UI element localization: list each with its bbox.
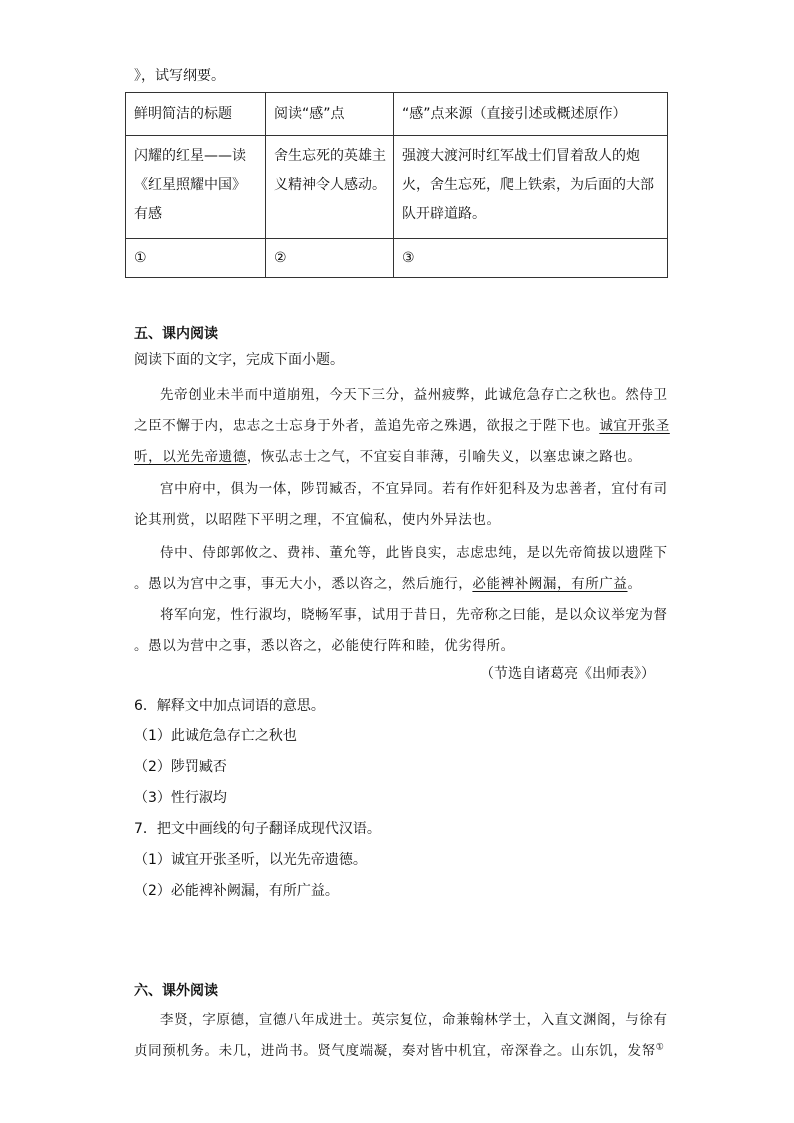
underlined-sentence: 必能裨补阙漏，有所广益 bbox=[472, 576, 628, 592]
passage-text: 之臣不懈于内，忠志之士忘身于外者，盖追先帝之殊遇，欲报之于陛下也。 bbox=[134, 418, 600, 434]
outline-table bbox=[125, 92, 668, 278]
passage-line bbox=[134, 445, 642, 465]
table-cell: 闪耀的红星——读《红星照耀中国》有感 bbox=[126, 136, 266, 239]
table-cell: 舍生忘死的英雄主义精神令人感动。 bbox=[266, 136, 394, 239]
passage-text: ，恢弘志士之气，不宜妄自菲薄，引喻失义，以塞忠谏之路也。 bbox=[246, 449, 642, 465]
answer-blank-cell: ① bbox=[126, 239, 266, 278]
table-row bbox=[126, 239, 668, 278]
question-7: 7．把文中画线的句子翻译成现代汉语。 bbox=[134, 821, 381, 837]
passage-line: 论其刑赏，以昭陛下平明之理，不宜偏私，使内外异法也。 bbox=[134, 512, 501, 528]
table-header-cell: “感”点来源（直接引述或概述原作） bbox=[394, 93, 668, 136]
table-cell: 强渡大渡河时红军战士们冒着敌人的炮火，舍生忘死，爬上铁索，为后面的大部队开辟道路。 bbox=[394, 136, 668, 239]
question-item: （1）此诚危急存亡之秋也 bbox=[134, 728, 297, 744]
passage-text: 。 bbox=[627, 576, 642, 592]
passage-line: 李贤，字原德，宣德八年成进士。英宗复位，命兼翰林学士，入直文渊阁，与徐有 bbox=[160, 1012, 668, 1028]
answer-blank-cell: ③ bbox=[394, 239, 668, 278]
question-6: 6．解释文中加点词语的意思。 bbox=[134, 698, 325, 714]
section-title: 五、课内阅读 bbox=[134, 326, 218, 342]
footnote-mark: ① bbox=[655, 1042, 665, 1053]
passage-line: 宫中府中，俱为一体，陟罚臧否，不宜异同。若有作奸犯科及为忠善者，宜付有司 bbox=[160, 481, 668, 497]
passage-text: 。愚以为宫中之事，事无大小，悉以咨之，然后施行， bbox=[134, 576, 473, 592]
table-row bbox=[126, 136, 668, 239]
passage-line: 将军向宠，性行淑均，晓畅军事，试用于昔日，先帝称之曰能，是以众议举宠为督 bbox=[160, 607, 668, 623]
instruction-text: 阅读下面的文字，完成下面小题。 bbox=[134, 352, 344, 368]
underlined-sentence: 听，以光先帝遗德 bbox=[134, 449, 247, 465]
question-item: （2）必能裨补阙漏，有所广益。 bbox=[134, 883, 339, 899]
question-item: （3）性行淑均 bbox=[134, 790, 227, 806]
question-item: （1）诚宜开张圣听，以光先帝遗德。 bbox=[134, 852, 367, 868]
table-header-cell: 鲜明简洁的标题 bbox=[126, 93, 266, 136]
source-citation: （节选自诸葛亮《出师表》） bbox=[480, 666, 655, 682]
table-header-row bbox=[126, 93, 668, 136]
passage-line: 侍中、侍郎郭攸之、费祎、董允等，此皆良实，志虑忠纯，是以先帝简拔以遗陛下 bbox=[160, 545, 668, 561]
passage-line: 先帝创业未半而中道崩殂，今天下三分，益州疲弊，此诚危急存亡之秋也。然侍卫 bbox=[160, 387, 668, 403]
answer-blank-cell: ② bbox=[266, 239, 394, 278]
intro-line: 》，试写纲要。 bbox=[134, 68, 225, 84]
passage-line: 。愚以为营中之事，悉以咨之，必能使行阵和睦，优劣得所。 bbox=[134, 638, 515, 654]
section-title: 六、课外阅读 bbox=[134, 983, 218, 999]
passage-text: 贞同预机务。未几，进尚书。贤气度端凝，奏对皆中机宜，帝深眷之。山东饥，发帑 bbox=[134, 1043, 656, 1059]
passage-line bbox=[134, 414, 670, 434]
question-item: （2）陟罚臧否 bbox=[134, 759, 227, 775]
passage-line bbox=[134, 1039, 664, 1059]
passage-line bbox=[134, 572, 642, 592]
underlined-sentence: 诚宜开张圣 bbox=[599, 418, 670, 434]
table-header-cell: 阅读“感”点 bbox=[266, 93, 394, 136]
